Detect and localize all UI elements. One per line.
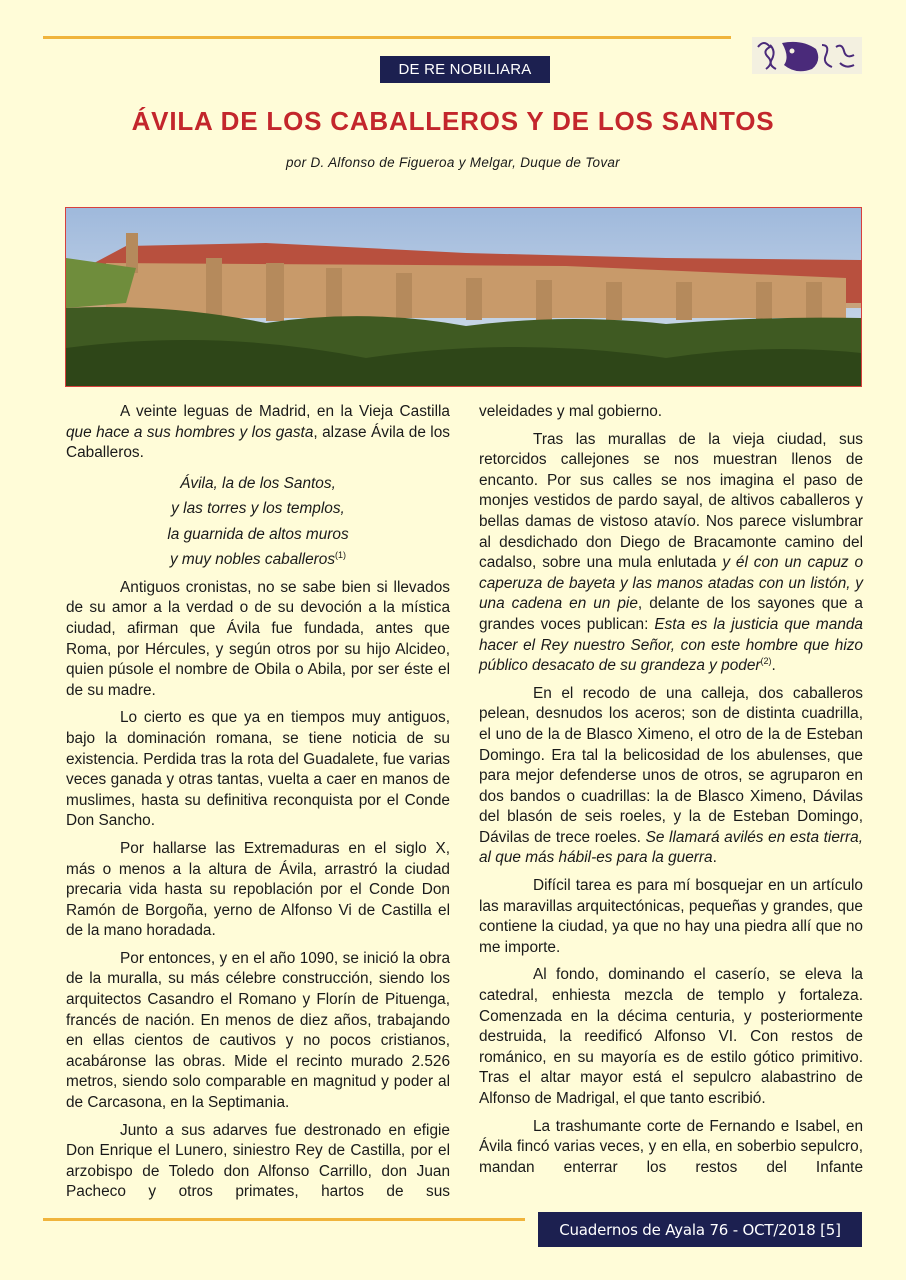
italic-quote: Se llamará avilés en esta tierra, al que más hábil-es para la guerra [479, 828, 863, 867]
text-run: Lo cierto es que ya en tiempos muy antiguos, bajo la dominación romana, se tiene noticia de su existencia. Perdida tras la rota del Guadalete, fue varias veces ganada y otras tantas, vuelta a caer en manos de muslimes, hasta su definitiva reconquista por el Conde Don Sancho. [66, 709, 450, 830]
section-badge: DE RE NOBILIARA [380, 56, 550, 83]
text-run: Tras las murallas de la vieja ciudad, sus retorcidos callejones se nos muestran llenos de encanto. Por sus calles se nos imagina el paso de monjes vestidos de pardo sayal, de altivos caballeros y bellas damas de vistoso atavío. Nos parece vislumbrar al desdichado don Diego de Bracamonte camino del cadalso, sobre una mula enlutada [479, 430, 863, 572]
text-run: Antiguos cronistas, no se sabe bien si llevados de su amor a la verdad o de su devoción a la mística ciudad, afirman que Ávila fue fundada, antes que Roma, por Hércules, y según otros por su hijo Alcideo, quien púsole el nombre de Obila o Abila, por ser éste el de su madre. [66, 578, 450, 699]
poem-line: la guarnida de altos muros [167, 525, 349, 543]
text-run: veleidades y mal gobierno. [479, 403, 663, 420]
poem-line: y muy nobles caballeros$^{(1)}$ [169, 550, 347, 569]
text-run: , alzase Ávila de los Caballeros. [66, 423, 450, 462]
text-run: . [771, 657, 776, 675]
article-title: ÁVILA DE LOS CABALLEROS Y DE LOS SANTOS [131, 106, 775, 136]
poem-verse [66, 471, 450, 573]
text-run: , delante de los sayones que a grandes voces publican: [479, 595, 863, 633]
paragraph [479, 430, 863, 677]
paragraph [66, 708, 450, 832]
paragraph [479, 1117, 863, 1179]
poem-line: y las torres y los templos, [171, 500, 345, 518]
italic-quote: Esta es la justicia que manda hacer el Rey nuestro Señor, con este hombre que hizo público desacato de su grandeza y poder [479, 615, 863, 675]
text-run: Por entonces, y en el año 1090, se inició la obra de la muralla, su más célebre construcción, siendo los arquitectos Casandro el Romano y Florín de Pituenga, francés de nación. En menos de diez años, trabajando en ellas cientos de cautivos y no pocos cristianos, acabáronse las obras. Mide el recinto murado 2.526 metros, siendo solo comparable en magnitud y poder al de Carcasona, en la Septimania. [66, 949, 450, 1112]
text-run: La trashumante corte de Fernando e Isabel, en Ávila fincó varias veces, y en ella, en soberbio sepulcro, mandan enterrar los restos del Infante [479, 1117, 863, 1176]
paragraph [479, 684, 863, 869]
publication-logo-icon [752, 37, 862, 74]
footnote-ref: (2) [760, 656, 772, 666]
text-run: Por hallarse las Extremaduras en el siglo X, más o menos a la altura de Ávila, arrastró la ciudad precaria vida hasta su repoblación por el Conde Don Ramón de Borgoña, yerno de Alfonso Vi de Castilla el de la mano horadada. [66, 839, 450, 940]
text-run: Difícil tarea es para mí bosquejar en un artículo las maravillas arquitectónicas, pequeñas y grandes, que contiene la ciudad, ya que no hay una piedra allí que no me importe. [479, 877, 863, 956]
footer-issue-label: Cuadernos de Ayala 76 - OCT/2018 [5] [538, 1212, 862, 1247]
italic-quote: que hace a sus hombres y los gasta [66, 423, 314, 441]
text-run: . [712, 849, 717, 867]
text-run: A veinte leguas de Madrid, en la Vieja Castilla [120, 403, 450, 420]
text-run: Al fondo, dominando el caserío, se eleva la catedral, enhiesta mezcla de templo y fortaleza. Comenzada en la décima centuria, y posteriormente destruida, la reedificó Alfonso VI. Con restos de románico, en su mayoría es de estilo gótico primitivo. Tras el altar mayor está el sepulcro alabastrino de Alfonso de Madrigal, el que tanto escribió. [479, 966, 863, 1107]
italic-quote: y él con un capuz o caperuza de bayeta y las manos atadas con un listón, y una cadena en un pie [479, 554, 863, 613]
left-column [66, 402, 450, 1210]
text-run: En el recodo de una calleja, dos caballeros pelean, desnudos los aceros; son de distinta cuadrilla, el uno de la de Blasco Ximeno, el otro de la de Esteban Domingo. Era tal la belicosidad de los abulenses, que para mejor defenderse unos de otros, se agruparon en dos bandos o cuadrillas: la de Blasco Ximeno, Dávilas del blasón de seis roeles, y la de Esteban Domingo, Dávilas de trece roeles. [479, 684, 863, 846]
paragraph [66, 1121, 450, 1203]
text-run: Junto a sus adarves fue destronado en efigie Don Enrique el Lunero, siniestro Rey de Castilla, por el arzobispo de Toledo don Alfonso Carrillo, don Juan Pacheco y otros primates, hartos de sus [66, 1121, 450, 1201]
paragraph [479, 876, 863, 958]
paragraph [66, 949, 450, 1114]
footer-rule [43, 1218, 525, 1221]
article-byline: por D. Alfonso de Figueroa y Melgar, Duque de Tovar [286, 155, 620, 170]
header-rule [43, 36, 731, 39]
right-column [479, 402, 863, 1185]
paragraph [479, 402, 863, 423]
footnote-ref: (1) [335, 550, 347, 561]
city-walls-photo [65, 207, 862, 387]
paragraph [479, 965, 863, 1109]
paragraph [66, 578, 450, 702]
paragraph [66, 839, 450, 942]
paragraph [66, 402, 450, 464]
poem-line: Ávila, la de los Santos, [180, 474, 336, 492]
